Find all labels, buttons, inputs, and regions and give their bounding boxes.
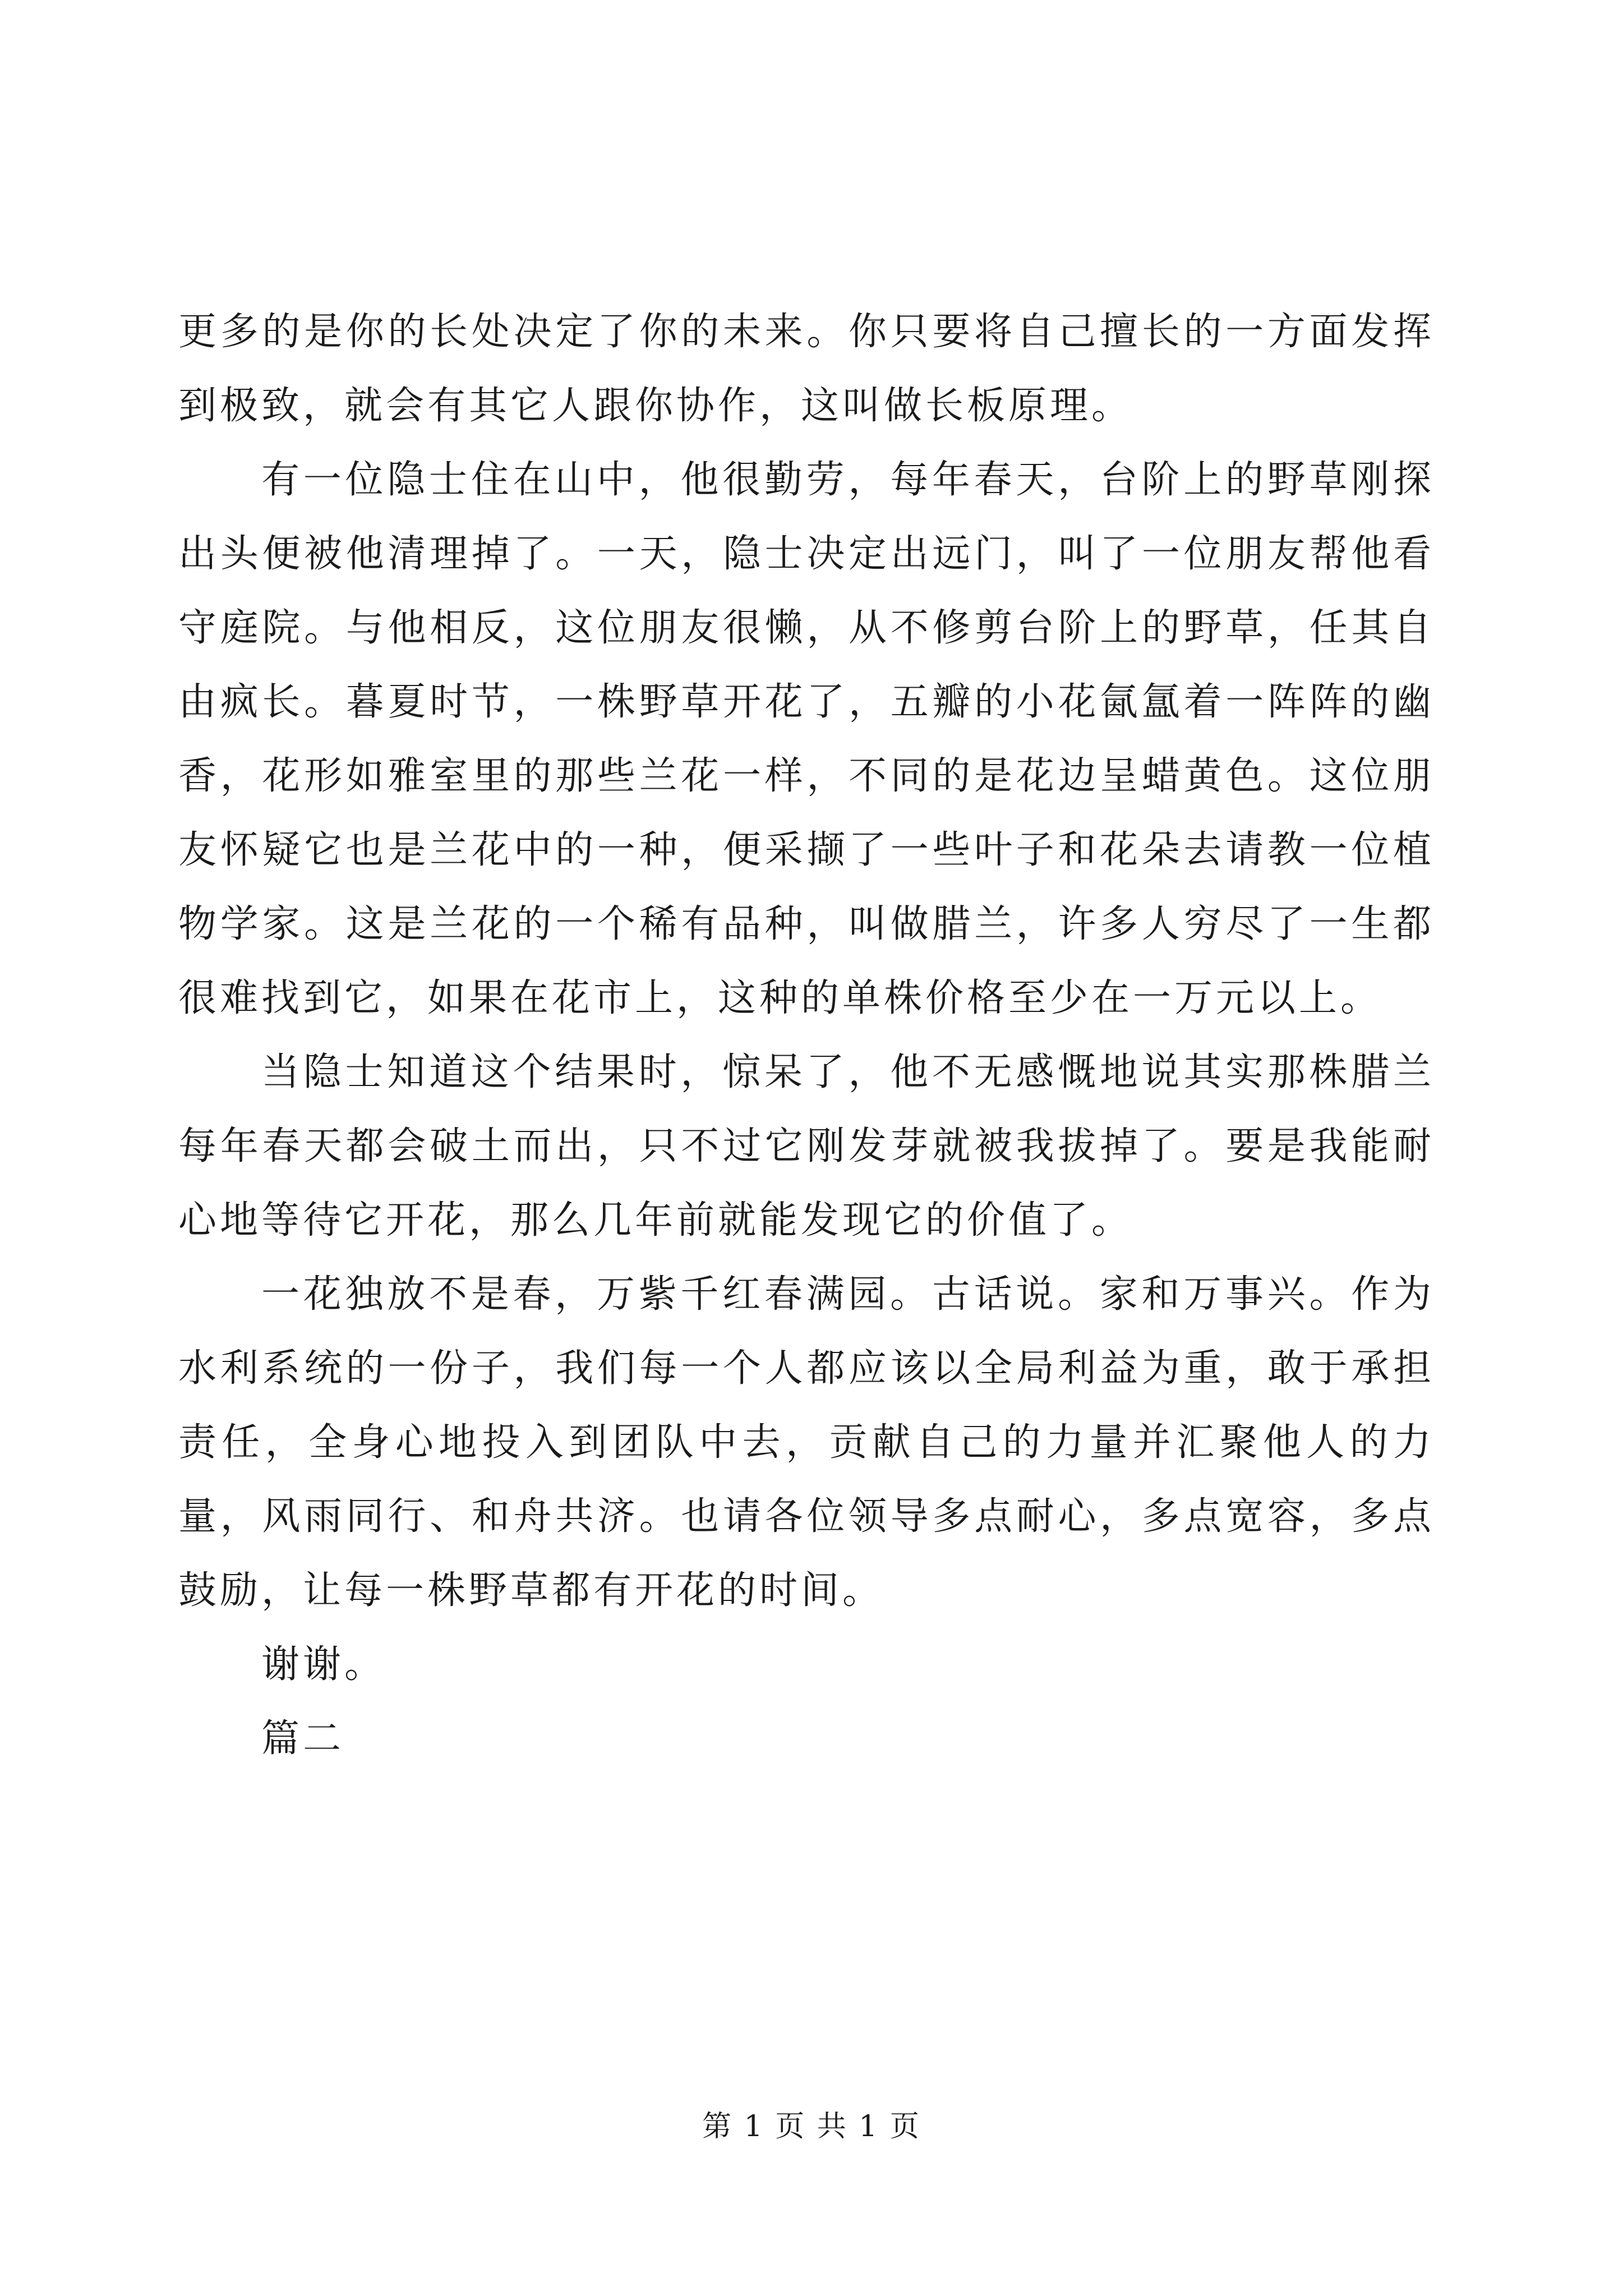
paragraph-hermit-story: 有一位隐士住在山中，他很勤劳，每年春天，台阶上的野草刚探出头便被他清理掉了。一天，隐士决定出远门，叫了一位朋友帮他看守庭院。与他相反，这位朋友很懒，从不修剪台阶上的野草，任其自由疯长。暮夏时节，一株野草开花了，五瓣的小花氤氲着一阵阵的幽香，花形如雅室里的那些兰花一样，不同的是花边呈蜡黄色。这位朋友怀疑它也是兰花中的一种，便采撷了一些叶子和花朵去请教一位植物学家。这是兰花的一个稀有品种，叫做腊兰，许多人穷尽了一生都很难找到它，如果在花市上，这种的单株价格至少在一万元以上。 (178, 458, 1435, 1020)
page-number-footer: 第 1 页 共 1 页 (702, 2110, 921, 2143)
document-body (178, 295, 1435, 1776)
paragraph-continuation: 更多的是你的长处决定了你的未来。你只要将自己擅长的一方面发挥到极致，就会有其它人跟你协作，这叫做长板原理。 (178, 310, 1435, 428)
paragraph-thanks: 谢谢。 (261, 1642, 386, 1687)
paragraph-hermit-reflection: 当隐士知道这个结果时，惊呆了，他不无感慨地说其实那株腊兰每年春天都会破土而出，只不过它刚发芽就被我拔掉了。要是我能耐心地等待它开花，那么几年前就能发现它的价值了。 (178, 1050, 1435, 1243)
section-heading-part-two: 篇二 (261, 1717, 345, 1761)
paragraph-conclusion: 一花独放不是春，万紫千红春满园。古话说。家和万事兴。作为水利系统的一份子，我们每一个人都应该以全局利益为重，敢于承担责任，全身心地投入到团队中去，贡献自己的力量并汇聚他人的力量，风雨同行、和舟共济。也请各位领导多点耐心，多点宽容，多点鼓励，让每一株野草都有开花的时间。 (178, 1272, 1435, 1613)
